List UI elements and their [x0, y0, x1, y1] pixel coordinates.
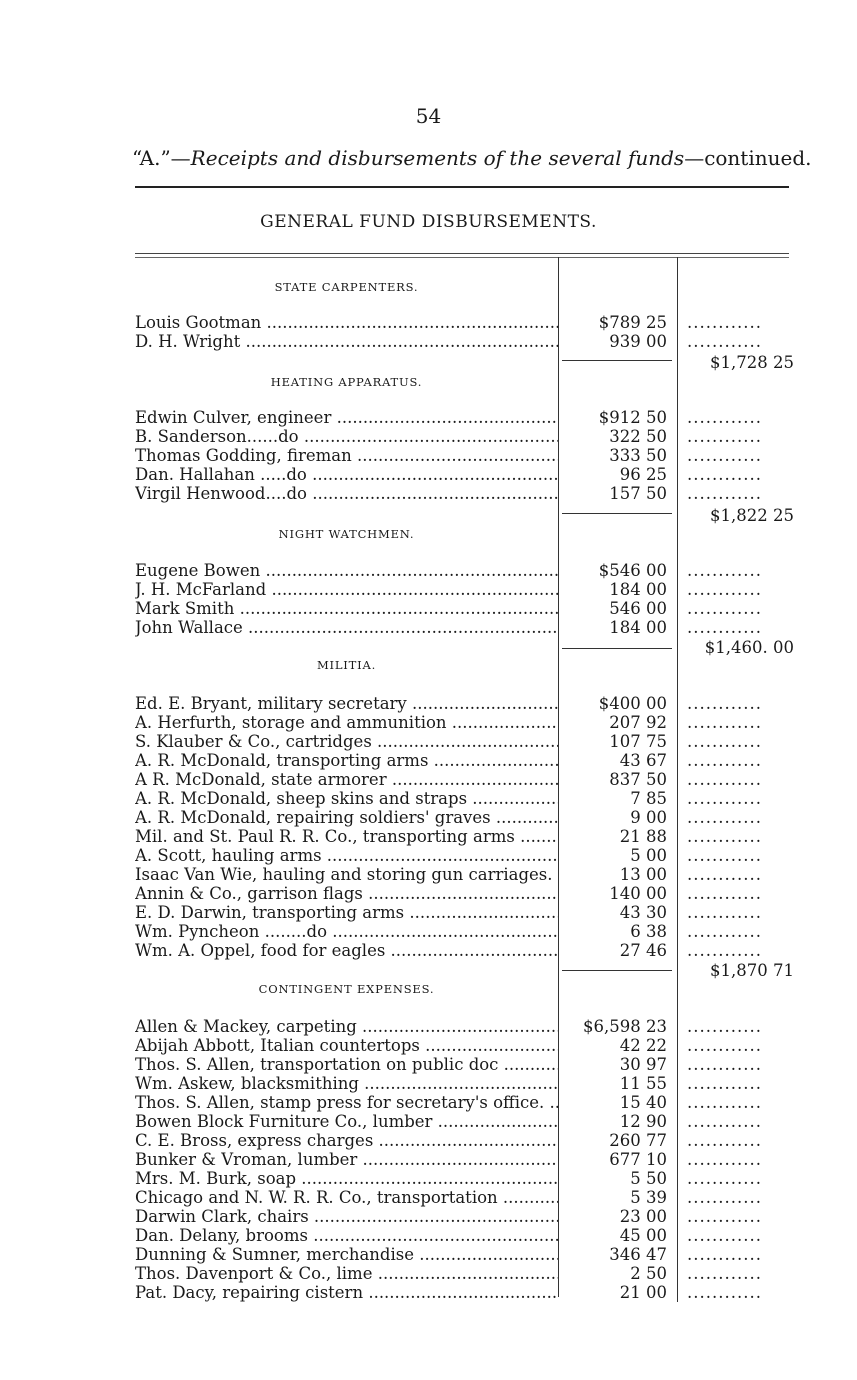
payee-name: Louis Gootman ..... — [135, 313, 558, 332]
leader-dots: ............ — [687, 618, 762, 637]
payee-name: A. R. McDonald, sheep skins and straps ..... — [135, 789, 558, 808]
leader-dots: ............ — [687, 922, 762, 941]
payee-name: Isaac Van Wie, hauling and storing gun carriages. ..... — [135, 865, 558, 884]
amount: 12 90 — [619, 1112, 667, 1131]
amount: 21 88 — [619, 827, 667, 846]
leader-dots: ............ — [687, 1131, 762, 1150]
amount: 23 00 — [619, 1207, 667, 1226]
leader-dots: ............ — [687, 427, 762, 446]
amount: 7 85 — [630, 789, 667, 808]
amount: $6,598 23 — [583, 1017, 667, 1036]
amount: $789 25 — [598, 313, 667, 332]
title-suffix: —continued. — [684, 146, 812, 170]
payee-name: Dan. Hallahan .....do ..... — [135, 465, 558, 484]
section-title: GENERAL FUND DISBURSEMENTS. — [260, 212, 597, 232]
amount: 260 77 — [609, 1131, 667, 1150]
payee-name: Bowen Block Furniture Co., lumber ..... — [135, 1112, 558, 1131]
payee-name: Bunker & Vroman, lumber ..... — [135, 1150, 558, 1169]
section-heading: HEATING APPARATUS. — [270, 375, 423, 389]
amount: 157 50 — [609, 484, 667, 503]
leader-dots: ............ — [687, 1207, 762, 1226]
payee-name: Dan. Delany, brooms ..... — [135, 1226, 558, 1245]
amount: 45 00 — [619, 1226, 667, 1245]
amount: 27 46 — [619, 941, 667, 960]
amount: $400 00 — [598, 694, 667, 713]
group-total: $1,822 25 — [710, 506, 794, 525]
section-heading: NIGHT WATCHMEN. — [278, 527, 415, 541]
payee-name: A. Herfurth, storage and ammunition ..... — [135, 713, 558, 732]
amount: 546 00 — [609, 599, 667, 618]
payee-name: A. R. McDonald, repairing soldiers' graves ..... — [135, 808, 558, 827]
payee-name: D. H. Wright ..... — [135, 332, 558, 351]
payee-name: A. R. McDonald, transporting arms ..... — [135, 751, 558, 770]
total-column-divider — [677, 257, 678, 1302]
payee-name: Edwin Culver, engineer ..... — [135, 408, 558, 427]
payee-name: Darwin Clark, chairs ..... — [135, 1207, 558, 1226]
leader-dots: ............ — [687, 903, 762, 922]
payee-name: Wm. Askew, blacksmithing ..... — [135, 1074, 558, 1093]
leader-dots: ............ — [687, 1169, 762, 1188]
leader-dots: ............ — [687, 580, 762, 599]
amount: 2 50 — [630, 1264, 667, 1283]
amount: 184 00 — [609, 618, 667, 637]
leader-dots: ............ — [687, 1283, 762, 1302]
leader-dots: ............ — [687, 1264, 762, 1283]
group-total: $1,728 25 — [710, 353, 794, 372]
page-title — [132, 146, 832, 170]
leader-dots: ............ — [687, 1112, 762, 1131]
leader-dots: ............ — [687, 789, 762, 808]
page-number: 54 — [415, 104, 442, 128]
amount: 43 67 — [619, 751, 667, 770]
amount: 939 00 — [609, 332, 667, 351]
payee-name: Pat. Dacy, repairing cistern ..... — [135, 1283, 558, 1302]
amount: 11 55 — [619, 1074, 667, 1093]
leader-dots: ............ — [687, 1017, 762, 1036]
amount-column-divider — [558, 257, 559, 1297]
leader-dots: ............ — [687, 1245, 762, 1264]
leader-dots: ............ — [687, 732, 762, 751]
payee-name: A. Scott, hauling arms ..... — [135, 846, 558, 865]
amount: 5 00 — [630, 846, 667, 865]
amount: 5 50 — [630, 1169, 667, 1188]
payee-name: Allen & Mackey, carpeting ..... — [135, 1017, 558, 1036]
leader-dots: ............ — [687, 332, 762, 351]
amount: 30 97 — [619, 1055, 667, 1074]
leader-dots: ............ — [687, 599, 762, 618]
title-prefix: “A.”— — [132, 146, 191, 170]
leader-dots: ............ — [687, 808, 762, 827]
top-rule — [135, 186, 789, 188]
leader-dots: ............ — [687, 694, 762, 713]
amount: 6 38 — [630, 922, 667, 941]
payee-name: Abijah Abbott, Italian countertops ..... — [135, 1036, 558, 1055]
subtotal-rule — [562, 970, 672, 971]
payee-name: Thos. S. Allen, transportation on public doc ..... — [135, 1055, 558, 1074]
payee-name: Mark Smith ..... — [135, 599, 558, 618]
payee-name: Thos. S. Allen, stamp press for secretary's office. ..... — [135, 1093, 558, 1112]
table-top-rule — [135, 253, 789, 254]
leader-dots: ............ — [687, 1074, 762, 1093]
leader-dots: ............ — [687, 561, 762, 580]
leader-dots: ............ — [687, 313, 762, 332]
payee-name: E. D. Darwin, transporting arms ..... — [135, 903, 558, 922]
group-total: $1,460. 00 — [704, 638, 794, 657]
subtotal-rule — [562, 648, 672, 649]
payee-name: John Wallace ..... — [135, 618, 558, 637]
payee-name: Thomas Godding, fireman ..... — [135, 446, 558, 465]
subtotal-rule — [562, 513, 672, 514]
leader-dots: ............ — [687, 865, 762, 884]
amount: 333 50 — [609, 446, 667, 465]
leader-dots: ............ — [687, 408, 762, 427]
leader-dots: ............ — [687, 827, 762, 846]
payee-name: Thos. Davenport & Co., lime ..... — [135, 1264, 558, 1283]
amount: 184 00 — [609, 580, 667, 599]
leader-dots: ............ — [687, 465, 762, 484]
section-heading: CONTINGENT EXPENSES. — [258, 982, 435, 996]
leader-dots: ............ — [687, 1226, 762, 1245]
payee-name: B. Sanderson......do ..... — [135, 427, 558, 446]
amount: 837 50 — [609, 770, 667, 789]
leader-dots: ............ — [687, 1150, 762, 1169]
subtotal-rule — [562, 360, 672, 361]
payee-name: C. E. Bross, express charges ..... — [135, 1131, 558, 1150]
leader-dots: ............ — [687, 1036, 762, 1055]
leader-dots: ............ — [687, 941, 762, 960]
payee-name: S. Klauber & Co., cartridges ..... — [135, 732, 558, 751]
amount: 107 75 — [609, 732, 667, 751]
amount: 21 00 — [619, 1283, 667, 1302]
leader-dots: ............ — [687, 846, 762, 865]
payee-name: Mil. and St. Paul R. R. Co., transporting arms ..... — [135, 827, 558, 846]
amount: 346 47 — [609, 1245, 667, 1264]
group-total: $1,870 71 — [710, 961, 794, 980]
payee-name: Mrs. M. Burk, soap ..... — [135, 1169, 558, 1188]
leader-dots: ............ — [687, 770, 762, 789]
amount: $912 50 — [598, 408, 667, 427]
amount: 96 25 — [619, 465, 667, 484]
amount: 9 00 — [630, 808, 667, 827]
payee-name: Virgil Henwood....do ..... — [135, 484, 558, 503]
amount: 43 30 — [619, 903, 667, 922]
amount: 322 50 — [609, 427, 667, 446]
payee-name: Wm. Pyncheon ........do ..... — [135, 922, 558, 941]
amount: 15 40 — [619, 1093, 667, 1112]
section-heading: STATE CARPENTERS. — [274, 280, 419, 294]
payee-name: J. H. McFarland ..... — [135, 580, 558, 599]
title-italic: Receipts and disbursements of the several funds — [190, 146, 685, 170]
payee-name: A R. McDonald, state armorer ..... — [135, 770, 558, 789]
leader-dots: ............ — [687, 713, 762, 732]
payee-name: Dunning & Sumner, merchandise ..... — [135, 1245, 558, 1264]
payee-name: Eugene Bowen ..... — [135, 561, 558, 580]
amount: 42 22 — [619, 1036, 667, 1055]
amount: $546 00 — [598, 561, 667, 580]
leader-dots: ............ — [687, 484, 762, 503]
payee-name: Wm. A. Oppel, food for eagles ..... — [135, 941, 558, 960]
amount: 677 10 — [609, 1150, 667, 1169]
leader-dots: ............ — [687, 1188, 762, 1207]
leader-dots: ............ — [687, 751, 762, 770]
payee-name: Chicago and N. W. R. R. Co., transportation ..... — [135, 1188, 558, 1207]
leader-dots: ............ — [687, 446, 762, 465]
table-top-rule-inner — [135, 257, 789, 258]
payee-name: Ed. E. Bryant, military secretary ..... — [135, 694, 558, 713]
amount: 5 39 — [630, 1188, 667, 1207]
amount: 140 00 — [609, 884, 667, 903]
leader-dots: ............ — [687, 1055, 762, 1074]
leader-dots: ............ — [687, 884, 762, 903]
amount: 207 92 — [609, 713, 667, 732]
section-heading: MILITIA. — [316, 658, 377, 672]
amount: 13 00 — [619, 865, 667, 884]
leader-dots: ............ — [687, 1093, 762, 1112]
payee-name: Annin & Co., garrison flags ..... — [135, 884, 558, 903]
